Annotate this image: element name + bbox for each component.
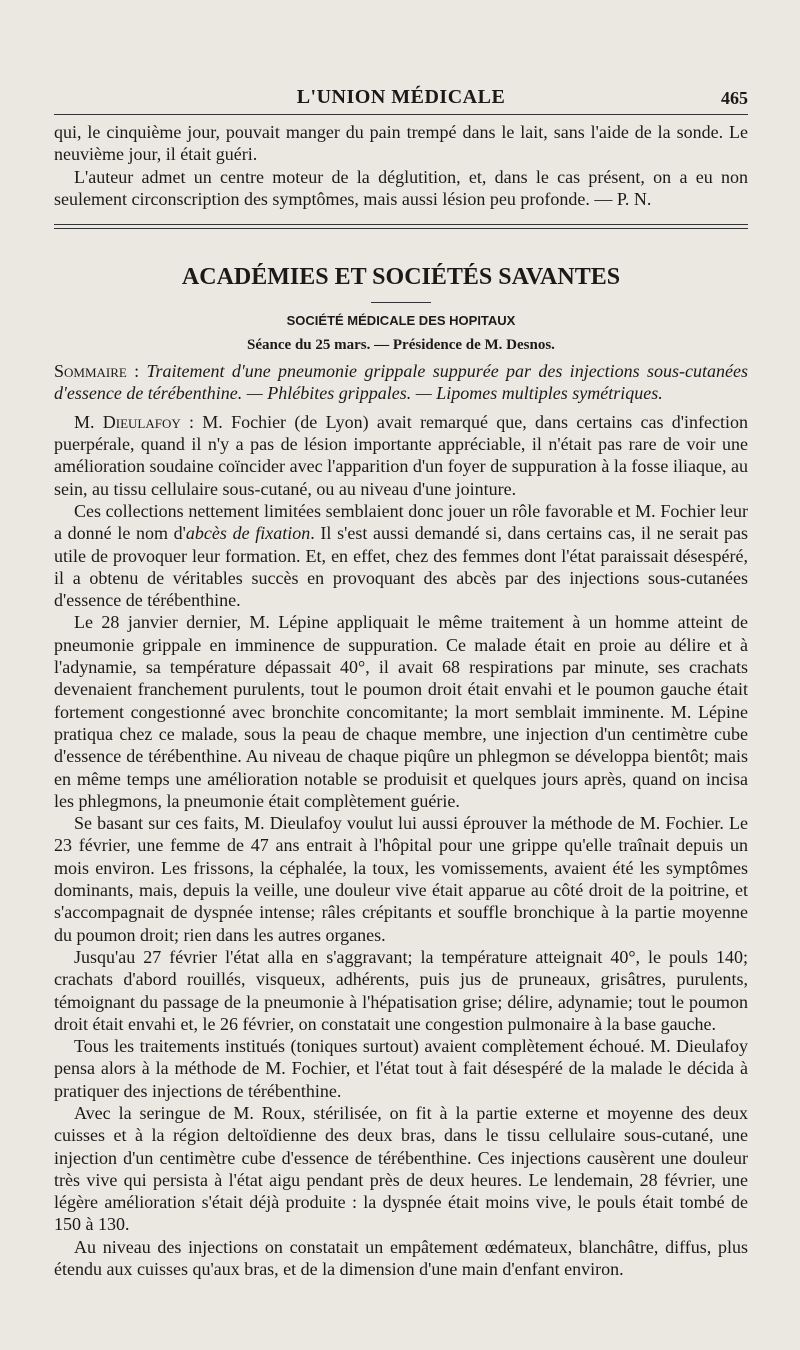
paragraph-text: M. Fochier (de Lyon) avait remarqué que, dans certains cas d'infection puerpérale, quand il n'y a pas de lésion importante appréciable, il n'était pas rare de voir une amélioration soudaine coïncider avec l'apparition d'un foyer de suppuration à la fosse iliaque, au sein, au tissu cellulaire sous-cutané, ou au niveau d'une jointure. (54, 411, 749, 499)
running-title: L'UNION MÉDICALE (296, 86, 506, 108)
emphasis-term: abcès de fixation (185, 523, 311, 544)
page-number: 465 (721, 88, 748, 108)
paragraph-collections (54, 500, 748, 611)
society-name: SOCIÉTÉ MÉDICALE DES HOPITAUX (286, 313, 516, 329)
session-line: Séance du 25 mars. — Présidence de M. Desnos. (247, 337, 555, 354)
paragraph-lepine: Le 28 janvier dernier, M. Lépine appliquait le même traitement à un homme atteint de pneumonie grippale en imminence de suppuration. Ce malade était en proie au délire et à l'adynamie, sa température dépassait 40°, il avait 68 respirations par minute, ses crachats devenaient franchement purulents, tout le poumon droit était envahi et le poumon gauche était fortement congestionné avec bronchite concomitante; la mort semblait imminente. M. Lépine pratiqua chez ce malade, sous la peau de chaque membre, une injection d'un centimètre cube d'essence de térébenthine. Au niveau de chaque piqûre un phlegmon se développa bientôt; mais en même temps une amélioration notable se produisit et quelques jours après, quand on incisa les phlegmons, la pneumonie était complètement guérie. (54, 612, 748, 811)
section-divider (54, 224, 748, 229)
paragraph-text: . Il s'est aussi demandé si, dans certains cas, il ne serait pas utile de provoquer leur formation. Et, en effet, chez des femmes dont l'état paraissait désespéré, il a obtenu de véritables succès en provoquant des abcès par des injections sous-cutanées d'essence de térébenthine. (54, 523, 748, 611)
paragraph-injections: Avec la seringue de M. Roux, stérilisée, on fit à la partie externe et moyenne des deux cuisses et à la région deltoïdienne des deux bras, dans le tissu cellulaire sous-cutané, une injection d'un centimètre cube d'essence de térébenthine. Ces injections causèrent une douleur très vive qui persista à l'état aigu pendant près de deux heures. Le lendemain, 28 février, une légère amélioration s'était déjà produite : la dyspnée était moins vive, le pouls était tombé de 150 à 130. (54, 1102, 748, 1235)
opening-paragraph-1: qui, le cinquième jour, pouvait manger du pain trempé dans le lait, sans l'aide de la sonde. Le neuvième jour, il était guéri. (54, 122, 748, 165)
article-body (54, 411, 748, 1281)
opening-paragraph-2: L'auteur admet un centre moteur de la déglutition, et, dans le cas présent, on a eu non seulement circonscription des symptômes, mais aussi lésion peu profonde. — P. N. (54, 166, 748, 209)
paragraph-case-patient: Se basant sur ces faits, M. Dieulafoy voulut lui aussi éprouver la méthode de M. Fochier. Le 23 février, une femme de 47 ans entrait à l'hôpital pour une grippe qu'elle traînait depuis un mois environ. Les frissons, la céphalée, la toux, les vomissements, avaient été les symptômes dominants, mais, depuis la veille, une douleur vive était apparue au côté droit de la poitrine, et s'accompagnait de dyspnée intense; râles crépitants et souffle bronchique à la partie moyenne du poumon droit; rien dans les autres organes. (54, 813, 748, 945)
summary (54, 360, 748, 405)
summary-text: Traitement d'une pneumonie grippale suppurée par des injections sous-cutanées d'essence de térébenthine. — Phlébites grippales. — Lipomes multiples symétriques. (54, 361, 748, 404)
paragraph-text: Ces collections nettement limitées semblaient donc jouer un rôle favorable et M. Fochier leur a donné le nom d' (54, 500, 748, 544)
title-underline (371, 302, 431, 303)
running-head (54, 82, 748, 115)
summary-label: Sommaire : (54, 361, 140, 382)
paragraph-aggravation: Jusqu'au 27 février l'état alla en s'aggravant; la température atteignait 40°, le pouls 140; crachats d'abord rouillés, visqueux, adhérents, puis jus de pruneaux, grisâtres, purulents, témoignant du passage de la pneumonie à l'hépatisation grise; délire, adynamie; tout le poumon droit était envahi et, le 26 février, on constatait une congestion pulmonaire à la base gauche. (54, 946, 748, 1034)
section-title: ACADÉMIES ET SOCIÉTÉS SAVANTES (181, 264, 621, 291)
speaker-name: M. Dieulafoy : (74, 411, 195, 432)
paragraph-treatments: Tous les traitements institués (toniques surtout) avaient complètement échoué. M. Dieulafoy pensa alors à la méthode de M. Fochier, et l'état tout à fait désespéré de la malade le décida à pratiquer des injections de térébenthine. (54, 1036, 748, 1101)
paragraph-empatement: Au niveau des injections on constatait un empâtement œdémateux, blanchâtre, diffus, plus étendu aux cuisses qu'aux bras, et de la dimension d'une main d'enfant environ. (54, 1236, 748, 1280)
paragraph-fochier (54, 411, 748, 500)
